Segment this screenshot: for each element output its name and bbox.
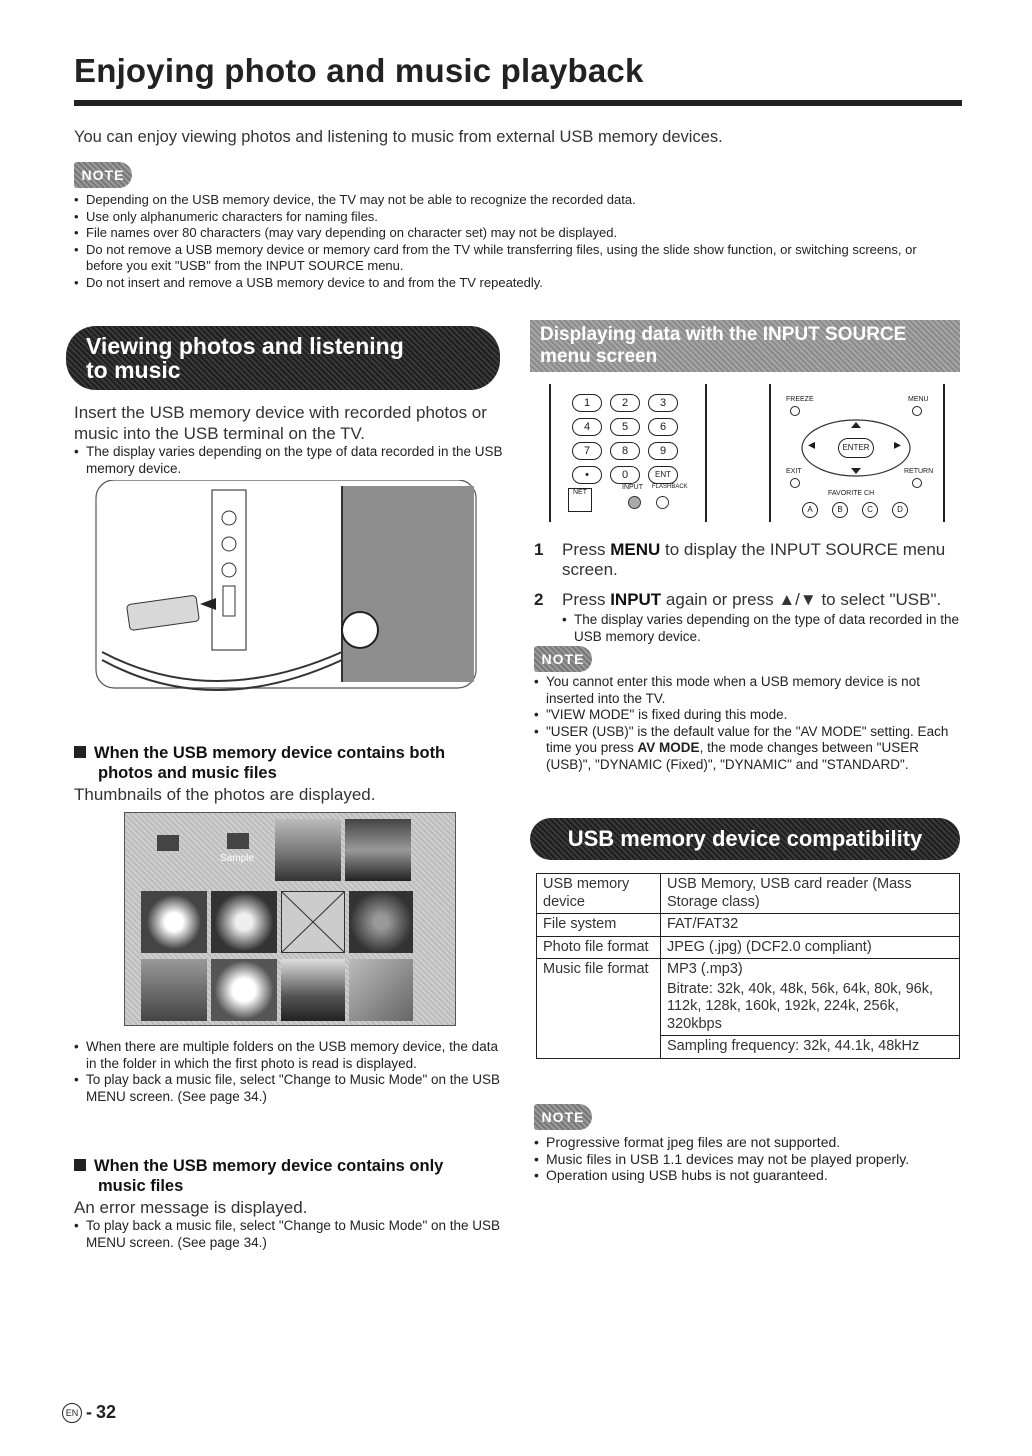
net-label: NET [573,489,587,496]
square-bullet-icon [74,1159,86,1171]
section-header-line: to music [86,357,181,383]
table-row [537,874,960,914]
return-label: RETURN [904,468,934,475]
section-header-compatibility: USB memory device compatibility [530,818,960,860]
remote-key[interactable]: 6 [648,418,678,436]
freeze-label: FREEZE [786,396,814,403]
photo-thumb[interactable] [141,959,207,1021]
mode-notes [534,674,962,773]
list-item: • Use only alphanumeric characters for naming files. [74,209,954,226]
remote-key[interactable]: 3 [648,394,678,412]
input-button[interactable] [628,496,641,509]
compatibility-table [536,873,960,1059]
remote-key[interactable]: 9 [648,442,678,460]
photo-thumb[interactable] [281,959,345,1021]
table-value-line: Bitrate: 32k, 40k, 48k, 56k, 64k, 80k, 96k, 112k, 128k, 160k, 192k, 224k, 256k, 320kbps [661,981,959,1037]
section-header-viewing [66,326,500,390]
list-item: • Music files in USB 1.1 devices may not be played properly. [534,1151,962,1168]
remote-key[interactable]: ENT [648,466,678,484]
note-badge: NOTE [74,162,132,188]
remote-numpad [548,384,710,522]
list-item [534,724,962,774]
sub2-notes [74,1218,504,1251]
table-key: Music file format [537,959,661,1059]
intro-text: You can enjoy viewing photos and listening to music from external USB memory devices. [74,128,723,146]
remote-key[interactable]: 1 [572,394,602,412]
step-text: Press [562,540,611,559]
title-rule [74,100,962,106]
remote-navpad [768,384,946,522]
step-2 [534,590,960,645]
sub1-notes [74,1039,504,1105]
input-key-name: INPUT [610,590,662,609]
note-text: "USER (USB)" is the default value for the "AV MODE" setting. Each time you press [546,723,949,755]
step2-notes [562,612,960,645]
photo-thumb[interactable] [345,819,411,881]
favorite-key[interactable]: A [802,502,818,518]
table-value-line: Sampling frequency: 32k, 44.1k, 48kHz [667,1038,920,1054]
insert-instruction: Insert the USB memory device with recorded photos or music into the USB terminal on the TV. [74,403,487,443]
list-item: • You cannot enter this mode when a USB memory device is not inserted into the TV. [534,674,962,707]
net-button[interactable] [568,488,592,512]
insert-notes [74,444,504,477]
section-header-input-source [530,320,960,372]
favorite-key[interactable]: B [832,502,848,518]
step-text: again or press ▲/▼ to select "USB". [661,590,942,609]
folder-thumb [139,815,199,877]
remote-key[interactable]: • [572,466,602,484]
list-item: • Progressive format jpeg files are not supported. [534,1134,962,1151]
note-text: , the mode changes between "USER (USB)", "DYNAMIC (Fixed)", "DYNAMIC" and "STANDARD". [546,740,919,772]
remote-key[interactable]: 2 [610,394,640,412]
favorite-ch-label: FAVORITE CH [828,490,875,497]
subheading-both-text: Thumbnails of the photos are displayed. [74,785,376,804]
thumbnail-screen [124,812,456,1026]
favorite-key[interactable]: C [862,502,878,518]
subheading-music-only-text: An error message is displayed. [74,1198,308,1217]
top-notes [74,192,954,291]
note-badge: NOTE [534,646,592,672]
photo-thumb[interactable] [349,891,413,953]
step-number: 2 [534,590,544,609]
photo-thumb[interactable] [211,959,277,1021]
menu-key-name: MENU [610,540,661,559]
enter-label: ENTER [842,443,870,452]
list-item: • The display varies depending on the type of data recorded in the USB memory device. [562,612,960,645]
input-label: INPUT [622,484,643,491]
menu-button[interactable] [912,406,922,416]
remote-key[interactable]: 5 [610,418,640,436]
photo-thumb-placeholder[interactable] [281,891,345,953]
table-value-line: MP3 (.mp3) [667,961,743,977]
usb-insert-illustration [92,480,482,692]
exit-button[interactable] [790,478,800,488]
table-row [537,936,960,959]
steps [534,540,960,655]
photo-thumb[interactable] [275,819,341,881]
list-item: • To play back a music file, select "Change to Music Mode" on the USB MENU screen. (See page 34.) [74,1072,504,1105]
enter-button[interactable] [838,438,874,458]
page-dash: - [86,1402,92,1422]
folder-label: Sample [220,853,254,864]
page-number: 32 [96,1402,117,1422]
favorite-key[interactable]: D [892,502,908,518]
remote-key[interactable]: 4 [572,418,602,436]
table-value: FAT/FAT32 [661,914,960,937]
list-item: • When there are multiple folders on the USB memory device, the data in the folder in which the first photo is read is displayed. [74,1039,504,1072]
table-row [537,914,960,937]
step-text: Press [562,590,611,609]
remote-key[interactable]: 8 [610,442,640,460]
subheading-both [74,743,504,783]
section-header-line: menu screen [540,346,658,367]
table-key: Photo file format [537,936,661,959]
flashback-button[interactable] [656,496,669,509]
table-key: File system [537,914,661,937]
exit-label: EXIT [786,468,802,475]
table-row [537,959,960,1059]
table-value: JPEG (.jpg) (DCF2.0 compliant) [661,936,960,959]
subheading-line: music files [98,1177,184,1195]
return-button[interactable] [912,478,922,488]
step-number: 1 [534,540,544,559]
list-item: • Operation using USB hubs is not guaranteed. [534,1167,962,1184]
subheading-line: When the USB memory device contains only [94,1157,444,1175]
list-item: • File names over 80 characters (may vary depending on character set) may not be displayed. [74,225,954,242]
list-item: • Depending on the USB memory device, the TV may not be able to recognize the recorded data. [74,192,954,209]
photo-thumb[interactable] [141,891,207,953]
lang-badge: EN [62,1403,82,1423]
flashback-label: FLASHBACK [652,484,688,490]
list-item: • "VIEW MODE" is fixed during this mode. [534,707,962,724]
section-header-line: Displaying data with the INPUT SOURCE [540,324,907,345]
av-mode-key-name: AV MODE [637,740,700,755]
note-badge: NOTE [534,1104,592,1130]
left-arrow-button[interactable]: ◂ [808,436,816,452]
subheading-line: photos and music files [98,764,277,782]
subheading-line: When the USB memory device contains both [94,744,446,762]
list-item: • The display varies depending on the type of data recorded in the USB memory device. [74,444,504,477]
page-footer [62,1402,116,1423]
square-bullet-icon [74,746,86,758]
page-title: Enjoying photo and music playback [74,52,644,89]
table-value [661,959,960,1059]
subheading-music-only [74,1156,504,1196]
table-key: USB memory device [537,874,661,914]
folder-thumb [205,815,269,877]
table-value: USB Memory, USB card reader (Mass Storage class) [661,874,960,914]
right-arrow-button[interactable]: ▸ [894,436,902,452]
photo-thumb[interactable] [211,891,277,953]
list-item: • Do not insert and remove a USB memory device to and from the TV repeatedly. [74,275,954,292]
step-text: to display the INPUT SOURCE menu screen. [562,540,946,579]
list-item: • To play back a music file, select "Change to Music Mode" on the USB MENU screen. (See page 34.) [74,1218,504,1251]
photo-thumb[interactable] [349,959,413,1021]
list-item: • Do not remove a USB memory device or memory card from the TV while transferring files, using the slide show function, or switching screens, or before you exit "USB" from the INPUT SOURCE menu. [74,242,954,275]
section-header-line: Viewing photos and listening [86,333,404,359]
freeze-button[interactable] [790,406,800,416]
compat-notes [534,1134,962,1184]
remote-key[interactable]: 7 [572,442,602,460]
menu-label: MENU [908,396,929,403]
remote-key[interactable]: 0 [610,466,640,484]
step-1 [534,540,960,580]
